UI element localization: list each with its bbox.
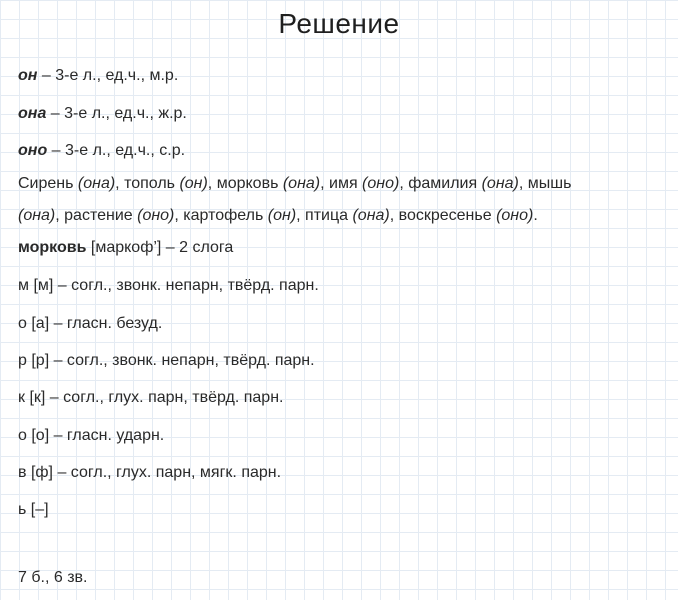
gender-pronoun: (он) xyxy=(179,175,208,192)
sound-line: ь [–] xyxy=(18,501,49,518)
pronoun-description: – 3-е л., ед.ч., м.р. xyxy=(37,67,179,84)
nouns-line-1 xyxy=(18,174,571,194)
sound-line: в [ф] – согл., глух. парн, мягк. парн. xyxy=(18,464,282,481)
noun-text: , воскресенье xyxy=(389,207,497,224)
noun-text: . xyxy=(533,207,538,224)
analysis-word: морковь xyxy=(18,239,87,256)
pronoun-line xyxy=(18,104,187,124)
gender-pronoun: (оно) xyxy=(137,207,175,224)
letters-sounds-summary: 7 б., 6 зв. xyxy=(18,569,88,586)
gender-pronoun: (оно) xyxy=(362,175,400,192)
sound-line: о [о] – гласн. ударн. xyxy=(18,427,165,444)
noun-text: Сирень xyxy=(18,175,78,192)
gender-pronoun: (она) xyxy=(481,175,519,192)
pronoun-description: – 3-е л., ед.ч., с.р. xyxy=(47,142,186,159)
gender-pronoun: (она) xyxy=(282,175,321,192)
noun-text: , птица xyxy=(296,207,353,224)
pronoun-word: она xyxy=(18,105,47,122)
gender-pronoun: (она) xyxy=(18,207,56,224)
nouns-line-2 xyxy=(18,206,538,226)
gender-pronoun: (оно) xyxy=(496,207,534,224)
gender-pronoun: (он) xyxy=(267,207,297,224)
page-title: Решение xyxy=(278,8,400,39)
noun-text: , мышь xyxy=(518,175,572,192)
noun-text: , фамилия xyxy=(399,175,482,192)
pronoun-line xyxy=(18,141,185,161)
noun-text: , тополь xyxy=(115,175,180,192)
sound-line: о [а] – гласн. безуд. xyxy=(18,315,163,332)
pronoun-word: он xyxy=(18,67,38,84)
gender-pronoun: (она) xyxy=(352,207,390,224)
noun-text: , морковь xyxy=(207,175,283,192)
analysis-transcription: [маркоф’] – 2 слога xyxy=(86,239,234,256)
pronoun-description: – 3-е л., ед.ч., ж.р. xyxy=(46,105,187,122)
sound-line: м [м] – согл., звонк. непарн, твёрд. парн. xyxy=(18,277,319,294)
pronoun-word: оно xyxy=(18,142,48,159)
analysis-header xyxy=(18,238,233,258)
noun-text: , растение xyxy=(55,207,138,224)
sound-line: р [р] – согл., звонк. непарн, твёрд. парн. xyxy=(18,352,315,369)
sound-line: к [к] – согл., глух. парн, твёрд. парн. xyxy=(18,389,284,406)
noun-text: , имя xyxy=(320,175,363,192)
pronoun-line xyxy=(18,66,178,86)
gender-pronoun: (она) xyxy=(77,175,116,192)
noun-text: , картофель xyxy=(174,207,268,224)
